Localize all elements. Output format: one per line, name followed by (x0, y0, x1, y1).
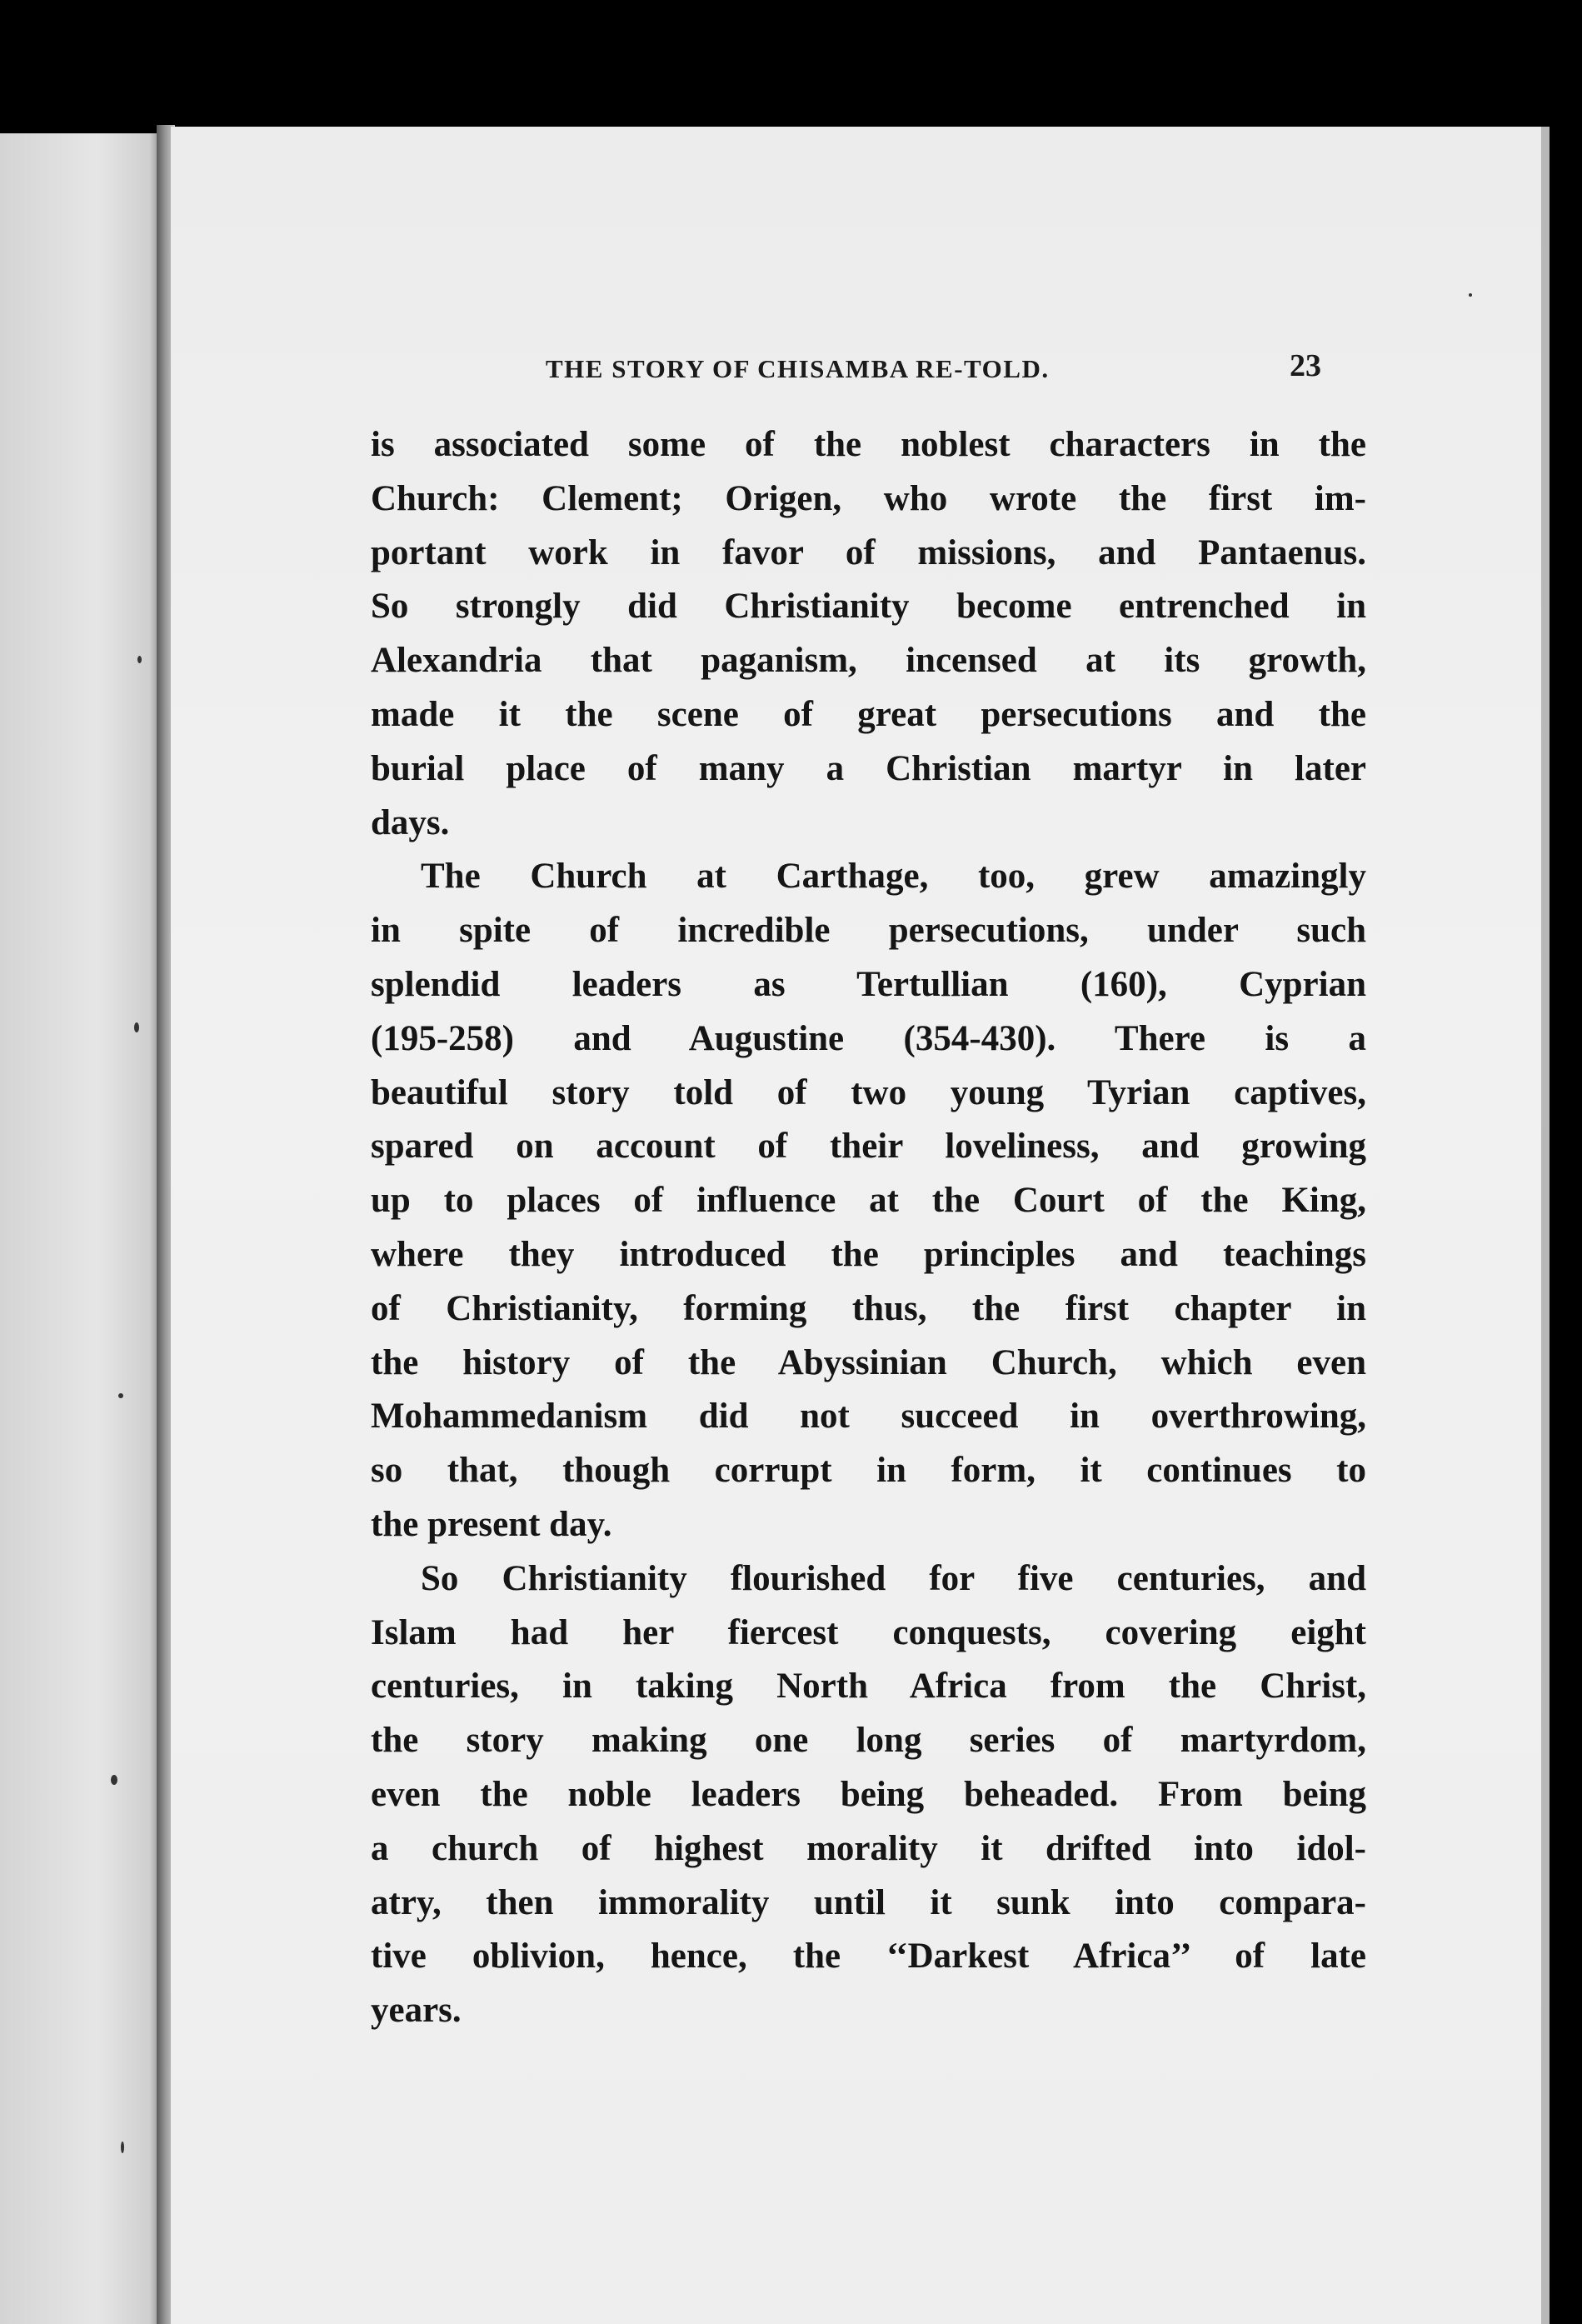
text-line: Islam had her fiercest conquests, covering eight (371, 1612, 1366, 1652)
text-line: tive oblivion, hence, the ‘‘Darkest Africa’’ of late (371, 1937, 1366, 1977)
text-line: splendid leaders as Tertullian (160), Cyprian (371, 964, 1366, 1004)
paragraph-3 (371, 1552, 1366, 2038)
text-line: the present day. (371, 1504, 612, 1544)
text-line: is associated some of the noblest characters in the (371, 425, 1366, 464)
scan-speck (111, 1775, 117, 1785)
text-line: centuries, in taking North Africa from the Christ, (371, 1667, 1366, 1707)
text-line: spared on account of their loveliness, and growing (371, 1127, 1366, 1167)
text-line: the history of the Abyssinian Church, which even (371, 1342, 1366, 1382)
text-line: Mohammedanism did not succeed in overthrowing, (371, 1397, 1366, 1437)
facing-page-edge (0, 133, 162, 2324)
text-line: made it the scene of great persecutions and the (371, 694, 1366, 734)
text-line: years. (371, 1991, 462, 2031)
text-line: burial place of many a Christian martyr in later (371, 748, 1366, 788)
text-line: So strongly did Christianity become entrenched in (371, 587, 1366, 627)
text-line: of Christianity, forming thus, the first chapter in (371, 1288, 1366, 1328)
text-line: Church: Clement; Origen, who wrote the first im- (371, 478, 1366, 518)
running-title: THE STORY OF CHISAMBA RE-TOLD. (546, 354, 1050, 383)
text-line: the story making one long series of martyrdom, (371, 1721, 1366, 1761)
scan-speck (137, 656, 142, 663)
scan-speck (121, 2142, 124, 2153)
scan-speck (1469, 293, 1472, 297)
body-text (371, 418, 1366, 2038)
scan-speck (134, 1022, 139, 1032)
text-line: in spite of incredible persecutions, under such (371, 911, 1366, 951)
text-line: Alexandria that paganism, incensed at its growth, (371, 641, 1366, 681)
text-line: even the noble leaders being beheaded. From being (371, 1774, 1366, 1814)
text-line: The Church at Carthage, too, grew amazingly (421, 857, 1366, 897)
text-line: where they introduced the principles and teachings (371, 1234, 1366, 1274)
page-number: 23 (1290, 348, 1321, 383)
text-line: so that, though corrupt in form, it continues to (371, 1451, 1366, 1491)
paragraph-2 (371, 850, 1366, 1552)
text-line: atry, then immorality until it sunk into compara- (371, 1882, 1366, 1922)
text-line: So Christianity flourished for five centuries, and (421, 1558, 1366, 1598)
text-line: a church of highest morality it drifted into idol- (371, 1828, 1366, 1868)
scan-speck (118, 1393, 123, 1398)
text-line: (195-258) and Augustine (354-430). There is a (371, 1018, 1366, 1058)
text-line: up to places of influence at the Court of the King, (371, 1181, 1366, 1221)
paragraph-1 (371, 418, 1366, 850)
running-head (546, 348, 1379, 404)
text-line: beautiful story told of two young Tyrian captives, (371, 1072, 1366, 1112)
text-line: portant work in favor of missions, and Pantaenus. (371, 532, 1366, 572)
text-line: days. (371, 802, 450, 842)
